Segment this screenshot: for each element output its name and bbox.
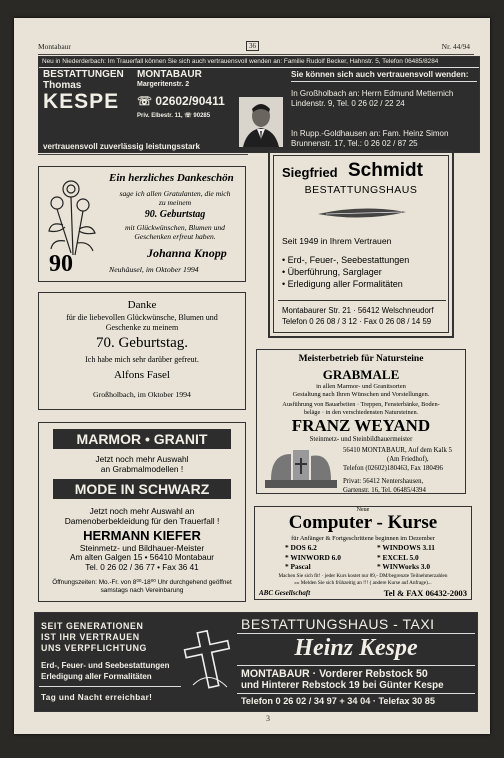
taxi-claim <box>41 621 147 654</box>
taxi-services <box>41 660 169 682</box>
schmidt-firstname: Siegfried <box>282 165 338 180</box>
taxi-available: Tag und Nacht erreichbar! <box>41 693 153 702</box>
computer-courses-right <box>377 543 435 572</box>
ad-kespe <box>38 56 480 153</box>
fasel-occasion: 70. Geburtstag. <box>95 335 189 351</box>
divider <box>237 693 475 694</box>
issue-number: Nr. 44/94 <box>441 42 470 51</box>
weyand-address-line: 56410 MONTABAUR, Auf dem Kalk 5 <box>343 447 452 454</box>
kiefer-bar-marmor: MARMOR • GRANIT <box>53 429 231 449</box>
course-item: * DOS 6.2 <box>285 543 317 552</box>
schmidt-lastname: Schmidt <box>348 160 423 181</box>
taxi-address2: und Hinterer Rebstock 19 bei Günter Kespe <box>241 680 444 691</box>
newspaper-page <box>14 18 490 734</box>
fasel-name: Alfons Fasel <box>114 369 170 381</box>
taxi-phone: Telefon 0 26 02 / 34 97 + 34 04 · Telefax 30 85 <box>241 696 435 706</box>
schmidt-subtitle: BESTATTUNGSHAUS <box>304 184 418 196</box>
kiefer-text4: Damenoberbekleidung für den Trauerfall ! <box>64 516 220 526</box>
footer-mark: 3 <box>266 714 270 723</box>
kiefer-phone: Tel. 0 26 02 / 36 77 • Fax 36 41 <box>85 563 199 572</box>
weyand-grabmale: GRABMALE <box>322 367 400 382</box>
fasel-line4: Ich habe mich sehr darüber gefreut. <box>85 355 199 364</box>
schmidt-since: Seit 1949 in Ihrem Vertrauen <box>282 236 392 246</box>
kespe-portrait-photo <box>239 97 283 147</box>
kespe-slogan: vertrauensvoll zuverlässig leistungsstark <box>43 142 200 151</box>
computer-courses-left <box>285 543 341 572</box>
page-number: 36 <box>246 41 259 51</box>
divider <box>39 686 181 687</box>
kespe-top-note: Neu in Niederderbach: Im Trauerfall können Sie sich auch vertrauensvoll wenden an: Familie Rudolf Becker, Hahnstr. 5, Telefon 06485/8284 <box>42 58 439 65</box>
kespe-contact-grossholbach: In Großholbach an: Herrn Edmund Metternich Lindenstr. 9, Tel. 0 26 02 / 22 24 <box>291 89 454 108</box>
taxi-claim-line: SEIT GENERATIONEN <box>41 621 144 631</box>
palm-branch-icon <box>316 202 408 224</box>
course-item: * Pascal <box>285 562 311 571</box>
kespe-title-kespe: KESPE <box>43 90 120 113</box>
ad-kiefer <box>38 422 246 602</box>
taxi-service-line: Erledigung aller Formalitäten <box>41 672 152 681</box>
knopp-title: Ein herzliches Dankeschön <box>109 172 234 184</box>
computer-subtitle: für Anfänger & Fortgeschrittene beginnen im Dezember <box>291 535 435 542</box>
kespe-street: Margeritenstr. 2 <box>137 81 190 88</box>
knopp-line4: Geschenken erfreut haben. <box>134 232 216 241</box>
schmidt-service-item: • Erledigung aller Formalitäten <box>282 279 403 289</box>
divider <box>39 67 479 68</box>
schmidt-phone: Telefon 0 26 08 / 3 12 · Fax 0 26 08 / 14 59 <box>282 317 432 326</box>
weyand-private-line: Privat: 56412 Nentershausen, <box>343 478 424 485</box>
kespe-right-heading: Sie können sich auch vertrauensvoll wenden: <box>291 70 469 79</box>
ad-computer-courses <box>254 506 472 600</box>
knopp-name: Johanna Knopp <box>147 246 227 260</box>
schmidt-service-item: • Erd-, Feuer-, Seebestattungen <box>282 255 410 265</box>
taxi-service-line: Erd-, Feuer- und Seebestattungen <box>41 661 170 670</box>
kespe-phone: ☏ 02602/90411 <box>137 94 225 108</box>
header-town: Montabaur <box>38 42 71 51</box>
gravestone-icon <box>263 446 339 490</box>
kiefer-text3: Jetzt noch mehr Auswahl an <box>89 506 195 516</box>
computer-neu: Neue <box>356 507 370 513</box>
kespe-title-bestattungen: BESTATTUNGEN <box>43 69 124 80</box>
schmidt-service-item: • Überführung, Sarglager <box>282 267 382 277</box>
page-header <box>14 42 490 52</box>
ad-knopp-thanks <box>38 166 246 282</box>
divider <box>237 633 475 634</box>
course-item: * WINDOWS 3.11 <box>377 543 435 552</box>
ad-fasel-thanks <box>38 292 246 410</box>
kespe-private-phone: Priv. Elbestr. 11, ☏ 90285 <box>137 113 211 119</box>
divider <box>237 665 475 666</box>
kiefer-name: HERMANN KIEFER <box>83 528 201 543</box>
knopp-occasion: 90. Geburtstag <box>144 209 206 220</box>
weyand-private-line: Gartenstr. 16, Tel. 06485/4394 <box>343 487 426 494</box>
fasel-line1: Danke <box>127 299 157 311</box>
kiefer-text2: an Grabmalmodellen ! <box>100 464 184 474</box>
schmidt-services <box>282 254 409 290</box>
computer-phone: Tel & FAX 06432-2003 <box>383 588 467 598</box>
weyand-name: FRANZ WEYAND <box>291 416 431 435</box>
weyand-address-line: Telefon (02602)180463, Fax 180496 <box>343 465 443 472</box>
weyand-line3: Ausführung von Bauarbeiten · Treppen, Fensterbänke, Boden- <box>282 401 440 408</box>
weyand-line4: beläge · in den verschiedensten Natursteinen. <box>303 409 419 416</box>
knopp-age: 90 <box>49 251 73 277</box>
taxi-claim-line: IST IHR VERTRAUEN <box>41 632 140 642</box>
computer-note1: Machen Sie sich fit! · jeder Kurs kostet nur 89,- DM/begrenzte Teilnehmerzahlen <box>278 573 448 579</box>
section-rule <box>38 154 248 155</box>
kespe-city: MONTABAUR <box>137 69 202 80</box>
course-item: * WINWORD 6.0 <box>285 552 341 562</box>
schmidt-address: Montabaurer Str. 21 · 56412 Welschneudorf <box>282 306 434 315</box>
knopp-place: Neuhäusel, im Oktober 1994 <box>109 265 199 274</box>
fasel-line2: für die liebevollen Glückwünsche, Blumen und <box>66 313 218 322</box>
weyand-head: Meisterbetrieb für Natursteine <box>298 354 424 364</box>
weyand-subtitle: Steinmetz- und Steinbildhauermeister <box>309 436 413 443</box>
divider <box>278 300 446 301</box>
computer-title: Computer - Kurse <box>288 512 438 533</box>
weyand-address-line: (Am Friedhof), <box>387 456 429 463</box>
kespe-contact-rupp: In Rupp.-Goldhausen an: Fam. Heinz Simon Brunnenstr. 17, Tel.: 0 26 02 / 87 25 <box>291 129 449 148</box>
kespe-title-thomas: Thomas <box>43 80 82 91</box>
computer-logo: ABC Gesellschaft <box>259 589 311 597</box>
weyand-line1: in allen Marmor- und Granitsorten <box>316 383 406 390</box>
kiefer-text1: Jetzt noch mehr Auswahl <box>95 454 189 464</box>
ad-schmidt <box>268 150 454 338</box>
taxi-claim-line: UNS VERPFLICHTUNG <box>41 643 147 653</box>
fasel-line3: Geschenke zu meinem <box>105 323 179 332</box>
ad-kespe-taxi <box>34 612 478 712</box>
knopp-line2: zu meinem <box>158 198 192 207</box>
weyand-line2: Gestaltung nach Ihren Wünschen und Vorstellungen. <box>292 391 430 398</box>
fasel-place: Großholbach, im Oktober 1994 <box>93 390 191 399</box>
divider <box>291 81 477 82</box>
weyand-address <box>343 446 452 495</box>
course-item: * EXCEL 5.0 <box>377 552 419 562</box>
course-item: * WINWorks 3.0 <box>377 562 431 571</box>
kiefer-hours: Öffnungszeiten: Mo.-Fr. von 8⁰⁰-18⁰⁰ Uhr durchgehend geöffnet <box>52 579 232 586</box>
taxi-title: BESTATTUNGSHAUS - TAXI <box>241 616 435 632</box>
taxi-address1: MONTABAUR · Vorderer Rebstock 50 <box>241 668 428 680</box>
kiefer-subtitle: Steinmetz- und Bildhauer-Meister <box>79 543 205 553</box>
header-rule <box>38 54 474 55</box>
flower-bouquet-icon <box>43 175 105 263</box>
ad-weyand <box>256 349 466 494</box>
computer-note2: »» Melden Sie sich frühzeitig an !!! ( andere Kurse auf Anfrage)... <box>294 580 432 586</box>
knopp-line3: mit Glückwünschen, Blumen und <box>125 223 225 232</box>
kiefer-bar-mode: MODE IN SCHWARZ <box>53 479 231 499</box>
cross-icon <box>183 627 235 691</box>
taxi-name: Heinz Kespe <box>294 635 418 661</box>
kiefer-address: Am alten Galgen 15 • 56410 Montabaur <box>70 553 214 562</box>
kiefer-hours-saturday: samstags nach Vereinbarung <box>100 587 184 594</box>
knopp-line1: sage ich allen Gratulanten, die mich <box>119 189 231 198</box>
